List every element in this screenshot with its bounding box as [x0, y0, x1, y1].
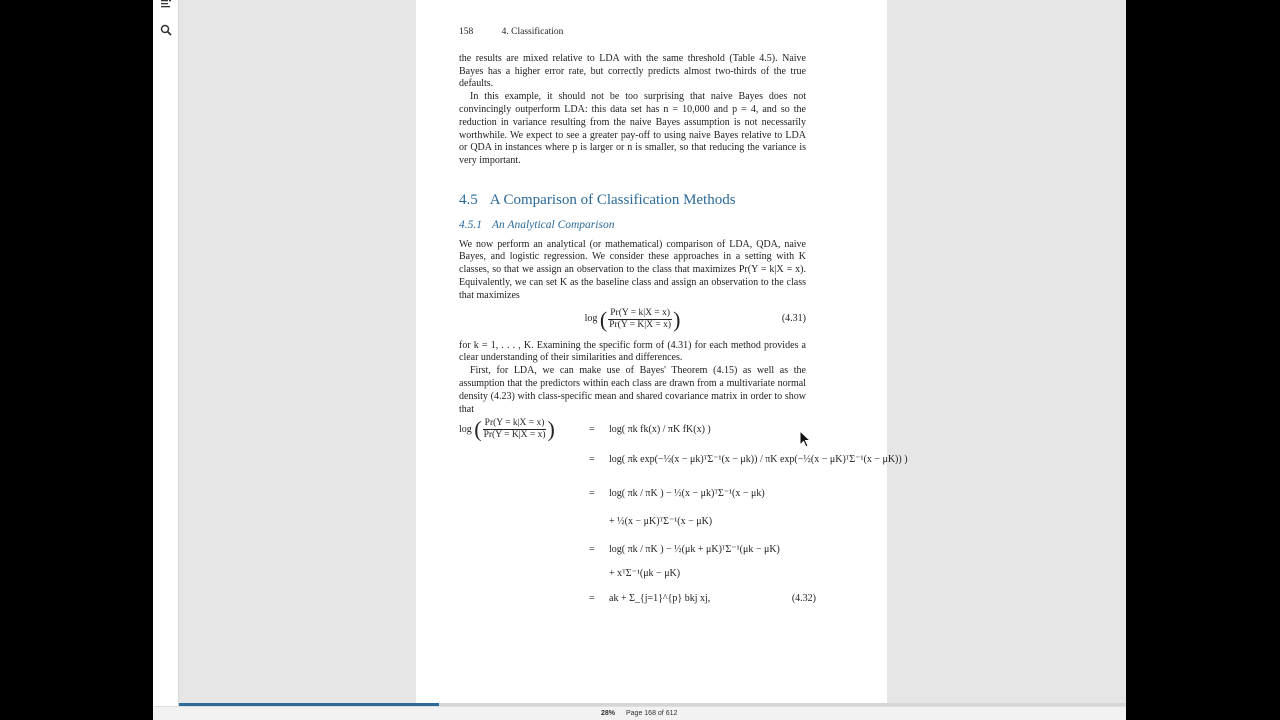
left-toolbar: [153, 0, 179, 706]
page-number: 158: [459, 27, 474, 37]
paragraph-2: In this example, it should not be too surprising that naive Bayes does not convincingly outperform LDA: this data set has n = 10,000 and p = 4, and so the reduction in variance resulting from the naive Bayes assumption is not necessarily worthwhile. We expect to see a greater pay-off to using naive Bayes relative to LDA or QDA in instances where p is larger or n is smaller, so that reducing the variance is very important.: [459, 91, 806, 167]
search-icon[interactable]: [157, 21, 175, 39]
section-heading: [459, 191, 806, 208]
equation-4-32: [459, 416, 908, 616]
page-indicator[interactable]: Page 168 of 612: [626, 710, 678, 717]
table-of-contents-icon[interactable]: [157, 0, 175, 14]
eq432-row-3: = log( πk / πK ) − ½(x − μk)ᵀΣ⁻¹(x − μk): [589, 488, 765, 500]
status-bar: [153, 706, 1126, 720]
zoom-level[interactable]: 28%: [601, 710, 616, 717]
eq432-row2-text: log( πk exp(−½(x − μk)ᵀΣ⁻¹(x − μk)) / πK exp(−½(x − μK)ᵀΣ⁻¹(x − μK)) ): [609, 454, 908, 466]
eq432-row6-text: + xᵀΣ⁻¹(μk − μK): [609, 568, 681, 580]
paragraph-4: for k = 1, . . . , K. Examining the specific form of (4.31) for each method provides a clear understanding of their similarities and differences.: [459, 339, 806, 364]
section-title: A Comparison of Classification Methods: [489, 191, 736, 208]
eq432-row1-text: log( πk fk(x) / πK fK(x) ): [609, 424, 711, 436]
eq432-row-5: = log( πk / πK ) − ½(μk + μK)ᵀΣ⁻¹(μk − μK): [589, 544, 780, 556]
eq431-label: (4.31): [781, 312, 806, 324]
eq432-row-6: [589, 568, 680, 581]
eq431-numerator: Pr(Y = k|X = x): [610, 308, 671, 319]
eq432-row-7: = ak + Σ_{j=1}^{p} bkj xj,: [589, 593, 711, 605]
paragraph-1: the results are mixed relative to LDA with the same threshold (Table 4.5). Naive Bayes has a higher error rate, but correctly predicts almost two-thirds of the true defaults.: [459, 52, 806, 90]
paragraph-5: First, for LDA, we can make use of Bayes' Theorem (4.15) as well as the assumption that the predictors within each class are drawn from a multivariate normal density (4.23) with class-specific mean and shared covariance matrix in order to show that: [459, 365, 806, 415]
eq432-row-2: = log( πk exp(−½(x − μk)ᵀΣ⁻¹(x − μk)) / πK exp(−½(x − μK)ᵀΣ⁻¹(x − μK)) ): [589, 454, 908, 466]
paragraph-3: We now perform an analytical (or mathematical) comparison of LDA, QDA, naive Bayes, and logistic regression. We consider these approaches in a setting with K classes, so that we assign an observation to the class that maximizes Pr(Y = k|X = x). Equivalently, we can set K as the baseline class and assign an observation to the class that maximizes: [459, 238, 806, 301]
page-text: [459, 26, 908, 616]
eq432-row3-text: log( πk / πK ) − ½(x − μk)ᵀΣ⁻¹(x − μk): [609, 488, 765, 500]
eq432-lhs: log ( $\frac{Pr(Y = k|X = x)}{Pr(Y = K|X = x)}$ ): [459, 416, 555, 442]
eq432-row5-text: log( πk / πK ) − ½(μk + μK)ᵀΣ⁻¹(μk − μK): [609, 544, 780, 556]
eq432-lhs-denominator: Pr(Y = K|X = x): [483, 430, 546, 441]
eq432-row4-text: + ½(x − μK)ᵀΣ⁻¹(x − μK): [609, 516, 713, 528]
pdf-viewer-app: [153, 0, 1126, 720]
eq432-row7-text: ak + Σ_{j=1}^{p} bkj xj,: [609, 593, 711, 605]
eq431-fraction: [607, 308, 673, 331]
section-number: 4.5: [459, 191, 478, 208]
equation-4-31: log ( $\frac{Pr(Y = k|X = x)}{Pr(Y = K|X = x)}$ ) (4.31): [584, 306, 806, 332]
eq432-label: (4.32): [791, 593, 816, 605]
subsection-heading: [459, 219, 806, 232]
eq431-log: log: [584, 313, 598, 325]
chapter-title: 4. Classification: [501, 27, 564, 37]
running-header: [459, 26, 806, 39]
subsection-title: An Analytical Comparison: [492, 218, 615, 231]
document-viewport[interactable]: [179, 0, 1126, 706]
eq431-denominator: Pr(Y = K|X = x): [609, 320, 672, 331]
eq432-lhs-numerator: Pr(Y = k|X = x): [484, 418, 545, 429]
mouse-cursor-icon: [799, 430, 811, 453]
subsection-number: 4.5.1: [459, 218, 482, 231]
eq432-row-4: [589, 516, 712, 529]
pdf-page: [416, 0, 908, 706]
eq432-row-1: = log( πk fk(x) / πK fK(x) ): [589, 424, 711, 436]
